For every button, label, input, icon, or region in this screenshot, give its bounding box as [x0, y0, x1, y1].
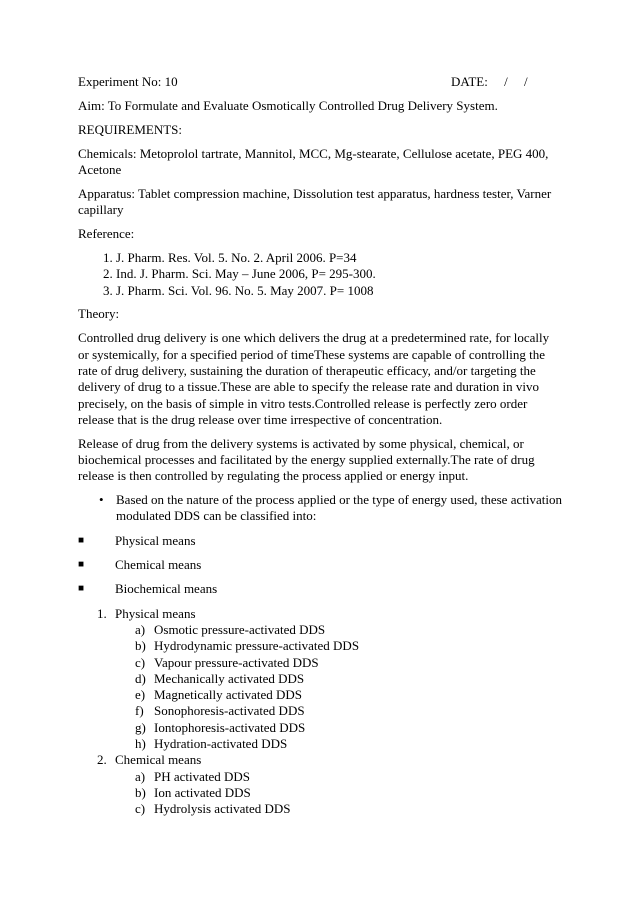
square-bullet-icon: ■ — [78, 534, 85, 546]
item-letter: d) — [135, 670, 146, 686]
theory-paragraph-1: Controlled drug delivery is one which delivers the drug at a predetermined rate, for locally or systemically, for a specified period of timeThese systems are capable of controlling the rate of drug delivery, sustaining the duration of therapeutic efficacy, and/or targeting the delivery of drug to a tissue.These are able to specify the release rate and duration in vivo precisely, on the basis of simple in vitro tests.Controlled release is perfectly zero order release that is the drug release over time irrespective of concentration. — [78, 330, 550, 427]
list-item — [78, 785, 562, 801]
requirements-heading: REQUIREMENTS: — [78, 121, 182, 137]
reference-item: 2. Ind. J. Pharm. Sci. May – June 2006, P= 295-300. — [116, 266, 562, 282]
item-text: Sonophoresis-activated DDS — [154, 703, 305, 719]
item-letter: c) — [135, 654, 146, 670]
theory-paragraph-2: Release of drug from the delivery systems is activated by some physical, chemical, or biochemical processes and facilitated by the energy supplied externally.The rate of drug release is then controlled by regulating the process applied or energy input. — [78, 435, 535, 484]
list-item — [78, 687, 562, 703]
list-item — [78, 769, 562, 785]
item-letter: a) — [135, 621, 146, 637]
list-item — [78, 671, 562, 687]
item-letter: h) — [135, 736, 146, 752]
item-text: Mechanically activated DDS — [154, 670, 305, 686]
classification-group-title — [78, 752, 562, 768]
item-letter: e) — [135, 687, 146, 703]
reference-heading: Reference: — [78, 226, 135, 242]
item-text: Vapour pressure-activated DDS — [154, 654, 319, 670]
square-bullet-icon: ■ — [78, 559, 85, 571]
item-letter: a) — [135, 768, 146, 784]
bullet-icon: • — [99, 492, 104, 508]
list-item — [78, 720, 562, 736]
apparatus: Apparatus: Tablet compression machine, Dissolution test apparatus, hardness tester, Varner capillary — [78, 185, 552, 218]
item-letter: f) — [135, 703, 144, 719]
means-item — [78, 557, 562, 573]
group-number: 2. — [97, 752, 107, 768]
group-title: Physical means — [115, 605, 196, 621]
document-body — [78, 74, 562, 818]
item-letter: b) — [135, 784, 146, 800]
list-item — [78, 801, 562, 817]
means-item — [78, 533, 562, 549]
list-item — [78, 622, 562, 638]
date-field: DATE: / / — [451, 74, 528, 89]
item-text: Magnetically activated DDS — [154, 687, 303, 703]
means-label: Biochemical means — [115, 581, 218, 597]
classification-group-title — [78, 606, 562, 622]
item-text: Osmotic pressure-activated DDS — [154, 621, 326, 637]
item-text: Hydration-activated DDS — [154, 736, 288, 752]
header-row — [78, 74, 562, 90]
group-title: Chemical means — [115, 752, 202, 768]
list-item — [78, 655, 562, 671]
group-number: 1. — [97, 605, 107, 621]
bullet-text: Based on the nature of the process applied or the type of energy used, these activation modulated DDS can be classified into: — [116, 492, 562, 524]
item-letter: c) — [135, 801, 146, 817]
list-item — [78, 638, 562, 654]
means-label: Physical means — [115, 532, 196, 548]
means-label: Chemical means — [115, 557, 202, 573]
item-text: Hydrodynamic pressure-activated DDS — [154, 638, 360, 654]
list-item — [78, 703, 562, 719]
square-bullet-icon: ■ — [78, 583, 85, 595]
item-letter: b) — [135, 638, 146, 654]
item-letter: g) — [135, 719, 146, 735]
experiment-number: Experiment No: 10 — [78, 74, 178, 89]
item-text: Ion activated DDS — [154, 784, 251, 800]
list-item — [78, 736, 562, 752]
classification-list — [78, 606, 562, 818]
reference-list — [78, 250, 562, 299]
theory-heading: Theory: — [78, 306, 120, 322]
item-text: Hydrolysis activated DDS — [154, 801, 291, 817]
classification-bullet — [78, 492, 562, 525]
chemicals: Chemicals: Metoprolol tartrate, Mannitol, MCC, Mg-stearate, Cellulose acetate, PEG 400, Acetone — [78, 145, 549, 177]
means-item — [78, 581, 562, 597]
item-text: PH activated DDS — [154, 768, 251, 784]
item-text: Iontophoresis-activated DDS — [154, 719, 306, 735]
reference-item: 3. J. Pharm. Sci. Vol. 96. No. 5. May 2007. P= 1008 — [116, 283, 562, 299]
aim: Aim: To Formulate and Evaluate Osmotically Controlled Drug Delivery System. — [78, 97, 498, 113]
reference-item: 1. J. Pharm. Res. Vol. 5. No. 2. April 2006. P=34 — [116, 250, 562, 266]
